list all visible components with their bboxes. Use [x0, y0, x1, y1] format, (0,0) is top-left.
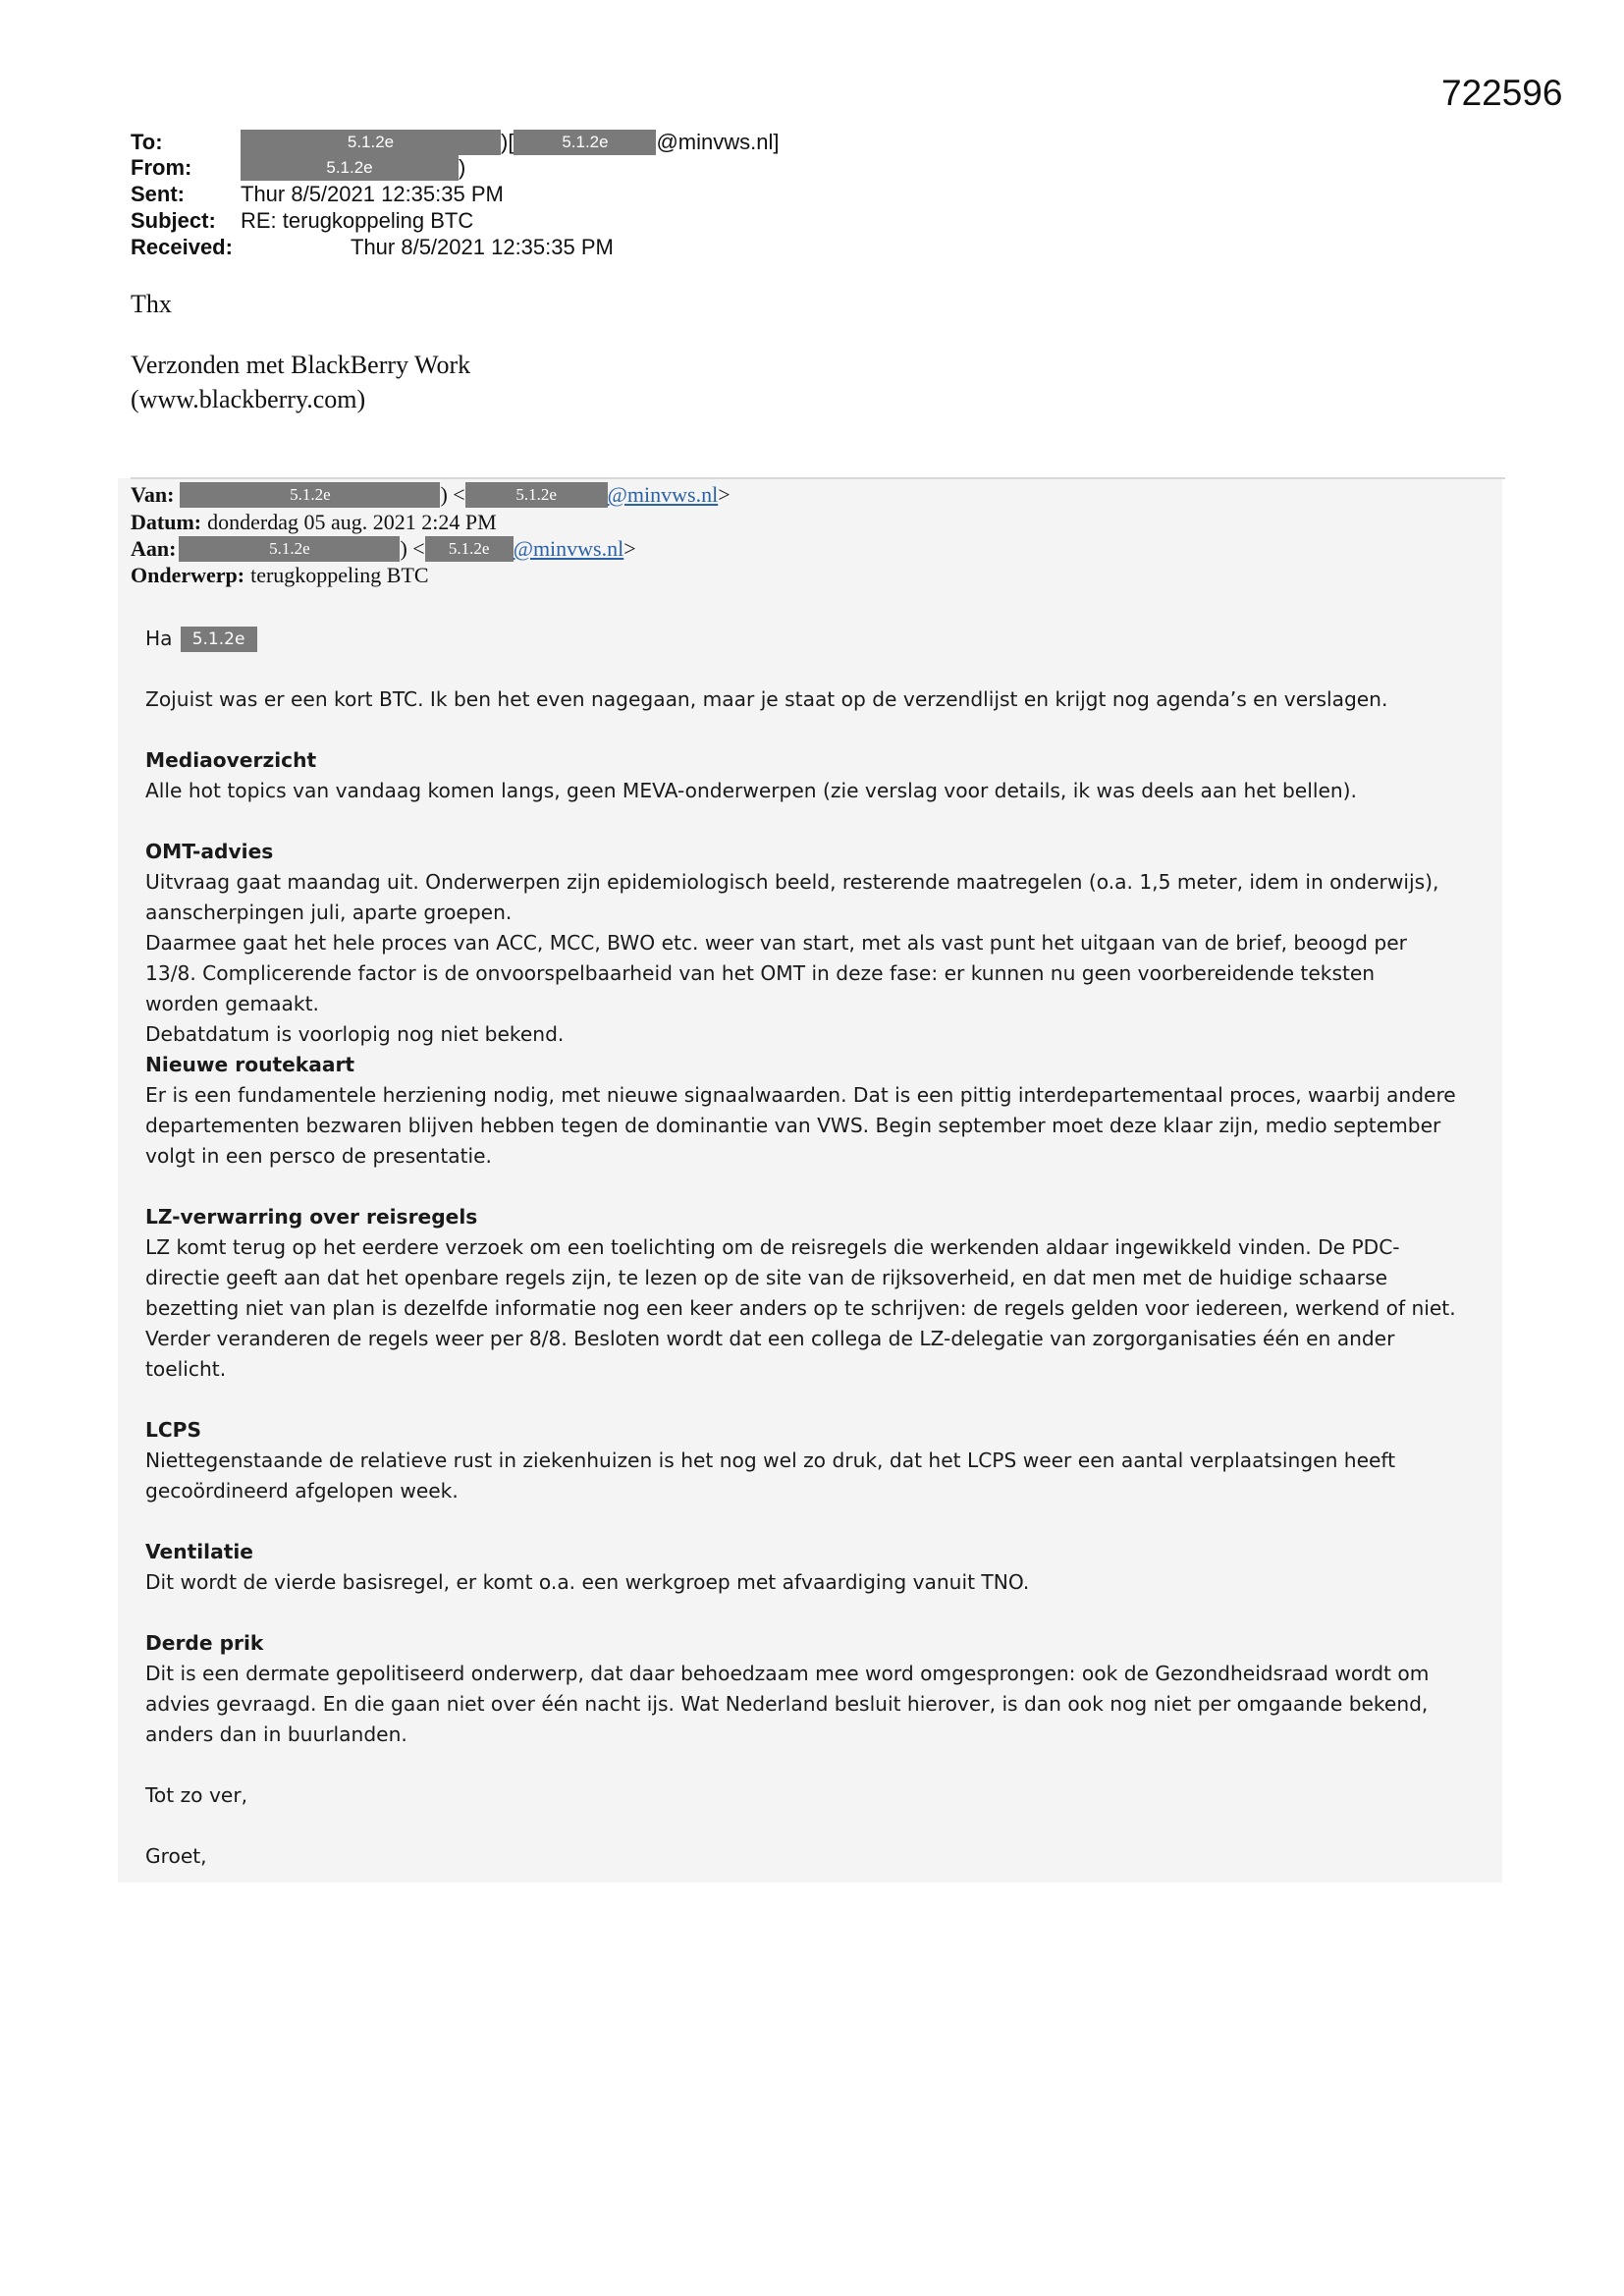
- onderwerp-row: [131, 562, 429, 589]
- to-label: To:: [131, 130, 163, 154]
- sent-value: Thur 8/5/2021 12:35:35 PM: [241, 182, 504, 206]
- body-line: bezetting niet van plan is dezelfde informatie nog een keer anders op te schrijven: de regels gelden voor iedereen, werkend of niet.: [145, 1296, 1456, 1320]
- subject-label: Subject:: [131, 208, 216, 233]
- redaction-block: 5.1.2e: [180, 482, 440, 508]
- redaction-block: 5.1.2e: [241, 130, 501, 155]
- reply-text: Thx: [131, 290, 172, 318]
- onderwerp-label: Onderwerp:: [131, 563, 245, 587]
- body-line: Dit wordt de vierde basisregel, er komt o.a. een werkgroep met afvaardiging vanuit TNO.: [145, 1570, 1030, 1594]
- message-body: [145, 624, 1500, 1872]
- subject-row: [131, 208, 473, 234]
- body-line: LZ komt terug op het eerdere verzoek om een toelichting om de reisregels die werkenden aldaar ingewikkeld vinden. De PDC-: [145, 1235, 1400, 1259]
- body-line: Alle hot topics van vandaag komen langs, geen MEVA-onderwerpen (zie verslag voor details, ik was deels aan het bellen).: [145, 779, 1357, 802]
- datum-row: [131, 509, 497, 536]
- body-line: toelicht.: [145, 1357, 227, 1381]
- body-line: Niettegenstaande de relatieve rust in ziekenhuizen is het nog wel zo druk, dat het LCPS weer een aantal verplaatsingen heeft: [145, 1449, 1396, 1472]
- body-line: departementen bezwaren blijven hebben tegen de dominantie van VWS. Begin september moet deze klaar zijn, medio september: [145, 1114, 1441, 1137]
- signoff: Groet,: [145, 1844, 207, 1868]
- from-row: [131, 155, 465, 181]
- received-value: Thur 8/5/2021 12:35:35 PM: [351, 235, 614, 259]
- van-row: [131, 481, 731, 509]
- redaction-block: 5.1.2e: [514, 130, 656, 155]
- section-title: LZ-verwarring over reisregels: [145, 1205, 478, 1229]
- section-title: Nieuwe routekaart: [145, 1053, 355, 1076]
- section-title: OMT-advies: [145, 840, 274, 863]
- received-row: [131, 235, 614, 260]
- datum-value: donderdag 05 aug. 2021 2:24 PM: [207, 510, 497, 534]
- section-title: LCPS: [145, 1418, 202, 1442]
- section-title: Derde prik: [145, 1631, 264, 1655]
- divider: [131, 477, 1505, 479]
- body-line: anders dan in buurlanden.: [145, 1722, 407, 1746]
- redaction-block: 5.1.2e: [465, 482, 608, 508]
- to-row: [131, 130, 779, 155]
- to-domain: @minvws.nl]: [656, 130, 780, 154]
- body-line: worden gemaakt.: [145, 992, 319, 1015]
- from-label: From:: [131, 155, 192, 180]
- sent-row: [131, 182, 504, 207]
- to-separator: )[: [501, 130, 514, 154]
- aan-label: Aan:: [131, 536, 177, 561]
- subject-value: RE: terugkoppeling BTC: [241, 208, 474, 233]
- redaction-block: 5.1.2e: [241, 155, 459, 181]
- aan-end: >: [623, 536, 636, 561]
- signature-line-2: (www.blackberry.com): [131, 385, 366, 413]
- section-title: Mediaoverzicht: [145, 748, 317, 772]
- intro-paragraph: Zojuist was er een kort BTC. Ik ben het even nagegaan, maar je staat op de verzendlijst en krijgt nog agenda’s en verslagen.: [145, 687, 1388, 711]
- body-line: 13/8. Complicerende factor is de onvoorspelbaarheid van het OMT in deze fase: er kunnen nu geen voorbereidende teksten: [145, 961, 1376, 985]
- body-line: Uitvraag gaat maandag uit. Onderwerpen zijn epidemiologisch beeld, resterende maatregelen (o.a. 1,5 meter, idem in onderwijs),: [145, 870, 1439, 894]
- aan-row: [131, 535, 636, 563]
- section-title: Ventilatie: [145, 1540, 253, 1563]
- signature-line-1: Verzonden met BlackBerry Work: [131, 351, 471, 379]
- redaction-block: 5.1.2e: [425, 536, 514, 562]
- van-email-link[interactable]: @minvws.nl: [607, 482, 719, 507]
- van-label: Van:: [131, 482, 175, 507]
- greeting: Ha: [145, 627, 173, 650]
- datum-label: Datum:: [131, 510, 202, 534]
- body-line: Verder veranderen de regels weer per 8/8. Besloten wordt dat een collega de LZ-delegatie van zorgorganisaties één en ander: [145, 1327, 1395, 1350]
- onderwerp-value: terugkoppeling BTC: [250, 563, 429, 587]
- body-line: volgt in een persco de presentatie.: [145, 1144, 492, 1168]
- sent-label: Sent:: [131, 182, 185, 206]
- closing: Tot zo ver,: [145, 1783, 248, 1807]
- received-label: Received:: [131, 235, 233, 259]
- van-end: >: [718, 482, 731, 507]
- document-number: 722596: [1441, 73, 1563, 113]
- body-line: gecoördineerd afgelopen week.: [145, 1479, 459, 1503]
- aan-email-link[interactable]: @minvws.nl: [513, 536, 624, 561]
- aan-separator: ) <: [400, 536, 425, 561]
- redaction-block: 5.1.2e: [179, 536, 400, 562]
- body-line: aanscherpingen juli, aparte groepen.: [145, 901, 513, 924]
- body-line: Dit is een dermate gepolitiseerd onderwerp, dat daar behoedzaam mee word omgesprongen: ook de Gezondheidsraad wordt om: [145, 1662, 1430, 1685]
- body-line: Daarmee gaat het hele proces van ACC, MCC, BWO etc. weer van start, met als vast punt het uitgaan van de brief, beoogd per: [145, 931, 1407, 955]
- body-line: Er is een fundamentele herziening nodig, met nieuwe signaalwaarden. Dat is een pittig interdepartementaal proces, waarbij andere: [145, 1083, 1456, 1107]
- van-separator: ) <: [440, 482, 465, 507]
- redaction-block: 5.1.2e: [181, 627, 257, 652]
- body-line: advies gevraagd. En die gaan niet over één nacht ijs. Wat Nederland besluit hierover, is dan ook nog niet per omgaande bekend,: [145, 1692, 1429, 1716]
- body-line: Debatdatum is voorlopig nog niet bekend.: [145, 1022, 565, 1046]
- from-close: ): [459, 155, 466, 180]
- body-line: directie geeft aan dat het openbare regels zijn, te lezen op de site van de rijksoverheid, en dat men met de huidige schaarse: [145, 1266, 1388, 1289]
